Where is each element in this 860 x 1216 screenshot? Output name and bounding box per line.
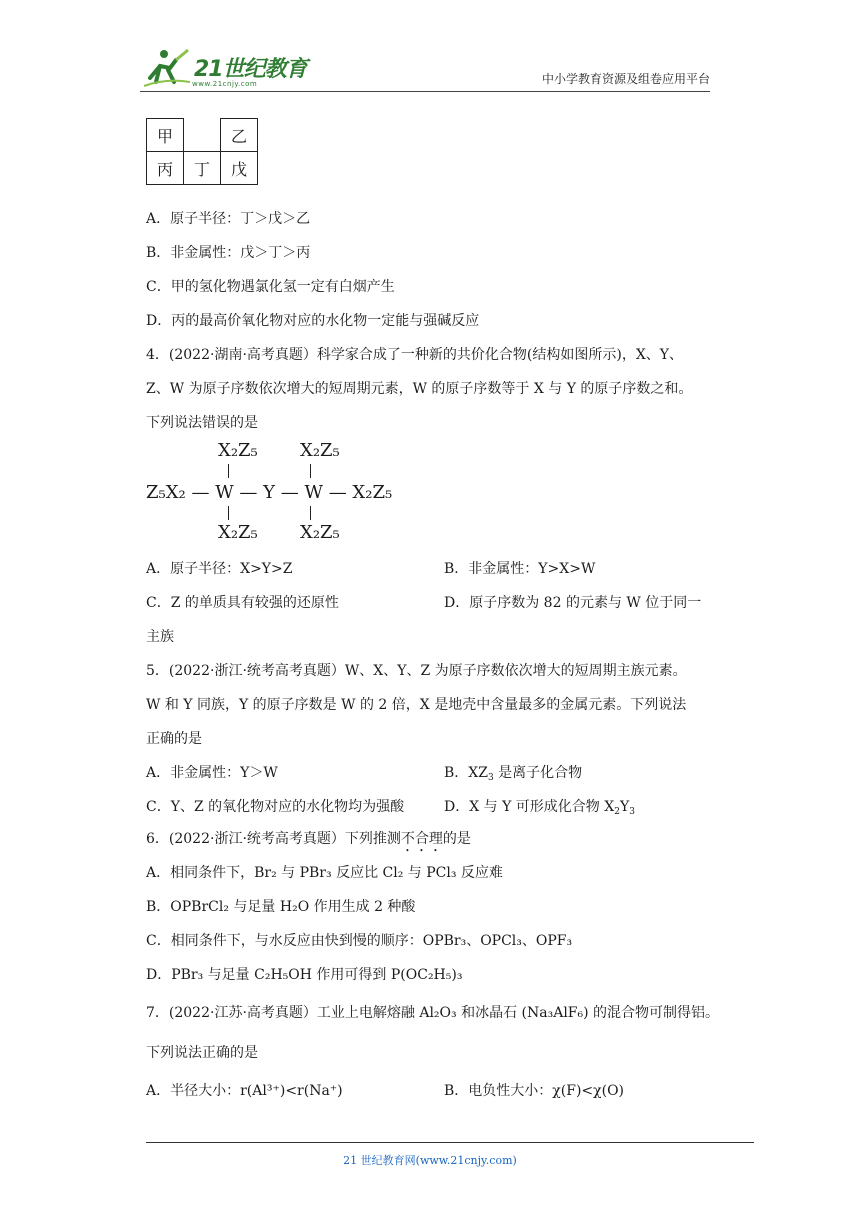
q4-option-b: B．非金属性：Y>X>W (444, 561, 596, 577)
q5-option-c: C．Y、Z 的氧化物对应的水化物均为强酸 (146, 799, 405, 815)
table-cell: 乙 (221, 119, 258, 152)
table-cell: 丁 (184, 152, 221, 185)
table-cell (184, 119, 221, 152)
q5-stem-line2: W 和 Y 同族，Y 的原子序数是 W 的 2 倍，X 是地壳中含量最多的金属元素。下列说法 (146, 697, 687, 713)
q6-emphasis: 不合理 (400, 831, 443, 847)
q4-option-a: A．原子半径：X>Y>Z (146, 561, 293, 577)
subscript: 3 (629, 807, 635, 817)
header-divider (140, 91, 710, 92)
q4-stem-line2: Z、W 为原子序数依次增大的短周期元素，W 的原子序数等于 X 与 Y 的原子序数之和。 (146, 381, 693, 397)
footer-link[interactable]: 21 世纪教育网(www.21cnjy.com) (343, 1154, 517, 1167)
subscript: 2 (614, 807, 620, 817)
q3-option-d: D．丙的最高价氧化物对应的水化物一定能与强碱反应 (146, 313, 480, 329)
structure-group: X₂Z₅ (300, 440, 340, 461)
structure-group: X₂Z₅ (218, 522, 258, 543)
q3-option-a: A．原子半径：丁＞戊＞乙 (146, 211, 311, 227)
q6-stem-text: 的是 (442, 831, 471, 847)
runner-logo-icon (144, 48, 190, 88)
q7-stem-line2: 下列说法正确的是 (146, 1045, 258, 1061)
table-cell: 甲 (147, 119, 184, 152)
structure-group: X₂Z₅ (300, 522, 340, 543)
q4-option-d: D．原子序数为 82 的元素与 W 位于同一 (444, 595, 702, 611)
q6-option-a: A．相同条件下，Br₂ 与 PBr₃ 反应比 Cl₂ 与 PCl₃ 反应难 (146, 865, 503, 881)
q5-option-d (444, 796, 635, 817)
footer-divider (146, 1142, 754, 1143)
q5-option-a: A．非金属性：Y＞W (146, 765, 278, 781)
subscript: 3 (487, 773, 494, 783)
q4-stem-line3: 下列说法错误的是 (146, 415, 258, 431)
bond-line (228, 506, 229, 520)
q7-option-a: A．半径大小：r(Al³⁺)<r(Na⁺) (146, 1083, 343, 1099)
bond-line (228, 464, 229, 478)
q5-stem-line3: 正确的是 (146, 731, 202, 747)
q7-stem-line1: 7．(2022·江苏·高考真题）工业上电解熔融 Al₂O₃ 和冰晶石 (Na₃AlF₆) 的混合物可制得铝。 (146, 1005, 720, 1021)
logo-text: 21世纪教育 (194, 57, 307, 82)
q7-option-b: B．电负性大小：χ(F)<χ(O) (444, 1083, 625, 1099)
structure-group: X₂Z₅ (218, 440, 258, 461)
q3-option-b: B．非金属性：戊＞丁＞丙 (146, 245, 311, 261)
q4-stem-line1: 4．(2022·湖南·高考真题）科学家合成了一种新的共价化合物(结构如图所示)，X、Y、 (146, 347, 684, 363)
q5-option-d-text: D．X 与 Y 可形成化合物 X (444, 799, 615, 815)
molecule-structure (146, 436, 406, 552)
structure-backbone: Z₅X₂ — W — Y — W — X₂Z₅ (146, 482, 393, 503)
bond-line (310, 464, 311, 478)
q6-stem-text: 6．(2022·浙江·统考高考真题）下列推测 (146, 831, 401, 847)
q5-option-b-text: 是离子化合物 (493, 765, 583, 781)
bond-line (310, 506, 311, 520)
q5-option-b (444, 762, 582, 783)
table-cell: 戊 (221, 152, 258, 185)
q6-stem (146, 828, 471, 855)
q3-option-c: C．甲的氢化物遇氯化氢一定有白烟产生 (146, 279, 395, 295)
platform-name: 中小学教育资源及组卷应用平台 (541, 72, 710, 86)
q5-stem-line1: 5．(2022·浙江·统考高考真题）W、X、Y、Z 为原子序数依次增大的短周期主族元素。 (146, 663, 687, 679)
q5-option-b-text: B．XZ (444, 765, 488, 781)
page-header (140, 40, 710, 92)
q5-option-d-text: Y (619, 799, 630, 815)
periodic-table-fragment (146, 118, 258, 185)
q4-option-d-continued: 主族 (146, 629, 174, 645)
site-logo[interactable] (144, 48, 314, 92)
q6-option-d: D．PBr₃ 与足量 C₂H₅OH 作用可得到 P(OC₂H₅)₃ (146, 967, 463, 983)
q6-option-b: B．OPBrCl₂ 与足量 H₂O 作用生成 2 种酸 (146, 899, 416, 915)
q6-option-c: C．相同条件下，与水反应由快到慢的顺序：OPBr₃、OPCl₃、OPF₃ (146, 933, 573, 949)
logo-url: www.21cnjy.com (192, 80, 258, 88)
table-cell: 丙 (147, 152, 184, 185)
q4-option-c: C．Z 的单质具有较强的还原性 (146, 595, 339, 611)
